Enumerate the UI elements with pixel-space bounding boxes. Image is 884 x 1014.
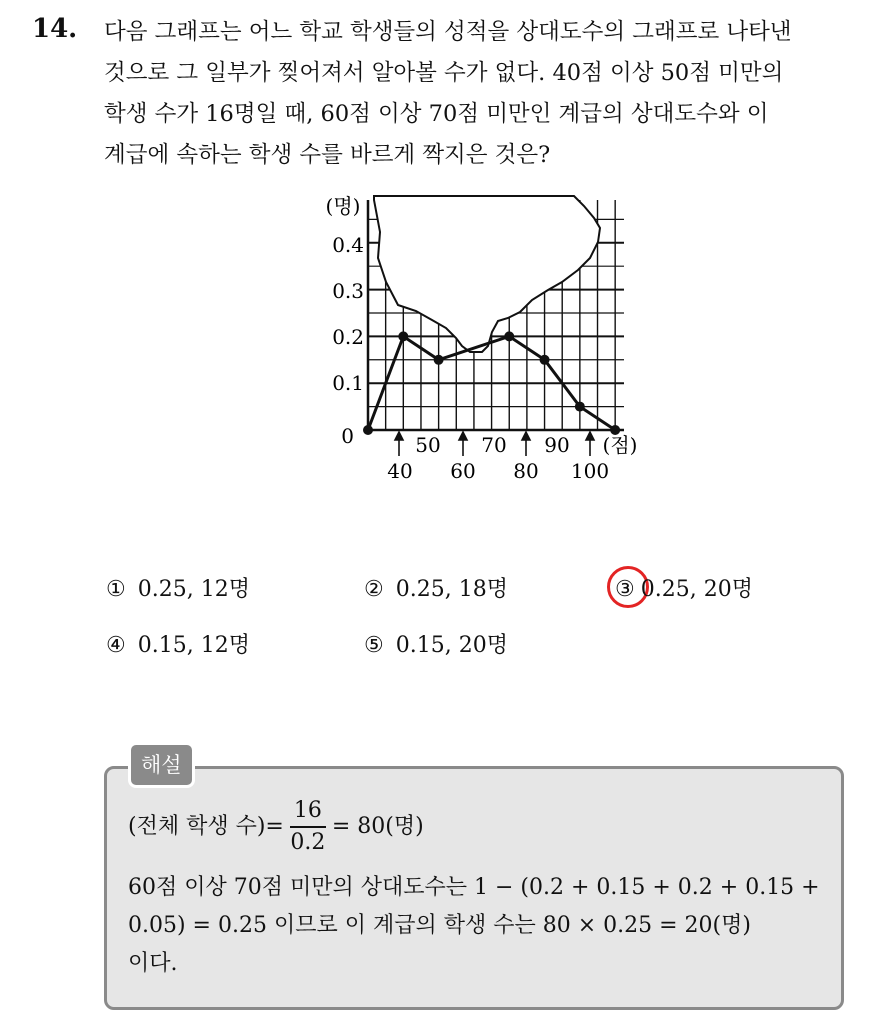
fraction: [290, 796, 326, 858]
explanation-line-2: 60점 이상 70점 미만의 상대도수는 1 − (0.2 + 0.15 + 0.2 + 0.15 +: [128, 875, 820, 900]
relative-frequency-graph: [0, 0, 884, 500]
question-line-1: 다음 그래프는 어느 학교 학생들의 성적을 상대도수의 그래프로 나타낸: [104, 19, 792, 45]
x-unit-label: (점): [602, 433, 638, 457]
y-tick-02: 0.2: [332, 325, 364, 349]
fraction-numerator: 16: [290, 796, 326, 828]
explanation-line-1: [128, 796, 424, 858]
data-point: [575, 402, 585, 412]
question-line-4: 계급에 속하는 학생 수를 바르게 짝지은 것은?: [104, 142, 551, 168]
x-label-100: 100: [570, 459, 610, 483]
data-point: [504, 331, 514, 341]
question-line-3: 학생 수가 16명일 때, 60점 이상 70점 미만인 계급의 상대도수와 이: [104, 101, 769, 127]
data-point: [540, 355, 550, 365]
choice-1-text: 0.25, 12명: [137, 577, 250, 602]
x-label-90: 90: [544, 433, 570, 457]
x-label-40: 40: [387, 459, 413, 483]
data-point: [398, 331, 408, 341]
total-students-label: (전체 학생 수)=: [128, 814, 284, 839]
data-point: [434, 355, 444, 365]
choice-5-number: ⑤: [364, 633, 384, 658]
y-tick-04: 0.4: [332, 233, 364, 257]
total-students-result: = 80(명): [331, 814, 424, 839]
torn-region: [374, 196, 600, 352]
y-unit-label: (명): [325, 194, 361, 218]
x-label-60: 60: [450, 459, 476, 483]
question-number: 14.: [32, 14, 78, 44]
explanation-tag: 해설: [128, 742, 195, 788]
torn-paper-edge: [374, 196, 600, 352]
choice-2-text: 0.25, 18명: [395, 577, 508, 602]
fraction-denominator: 0.2: [290, 830, 326, 855]
choice-5[interactable]: [364, 628, 508, 659]
choice-4[interactable]: [106, 628, 250, 659]
x-label-80: 80: [513, 459, 539, 483]
y-tick-01: 0.1: [332, 371, 364, 395]
x-label-50: 50: [415, 433, 441, 457]
choice-4-number: ④: [106, 633, 126, 658]
explanation-line-4: 이다.: [128, 951, 178, 976]
choice-3-text: 0.25, 20명: [640, 577, 753, 602]
choice-4-text: 0.15, 12명: [137, 633, 250, 658]
y-tick-03: 0.3: [332, 279, 364, 303]
choice-1[interactable]: [106, 572, 250, 603]
data-point: [363, 425, 373, 435]
choice-2-number: ②: [364, 577, 384, 602]
choice-3-number: ③: [615, 577, 635, 602]
choice-2[interactable]: [364, 572, 508, 603]
choice-1-number: ①: [106, 577, 126, 602]
y-tick-0: 0: [341, 424, 354, 448]
question-line-2: 것으로 그 일부가 찢어져서 알아볼 수가 없다. 40점 이상 50점 미만의: [104, 60, 784, 86]
choice-5-text: 0.15, 20명: [395, 633, 508, 658]
explanation-line-3: 0.05) = 0.25 이므로 이 계급의 학생 수는 80 × 0.25 = 20(명): [128, 913, 751, 938]
x-label-70: 70: [481, 433, 507, 457]
choice-3[interactable]: [615, 572, 753, 603]
